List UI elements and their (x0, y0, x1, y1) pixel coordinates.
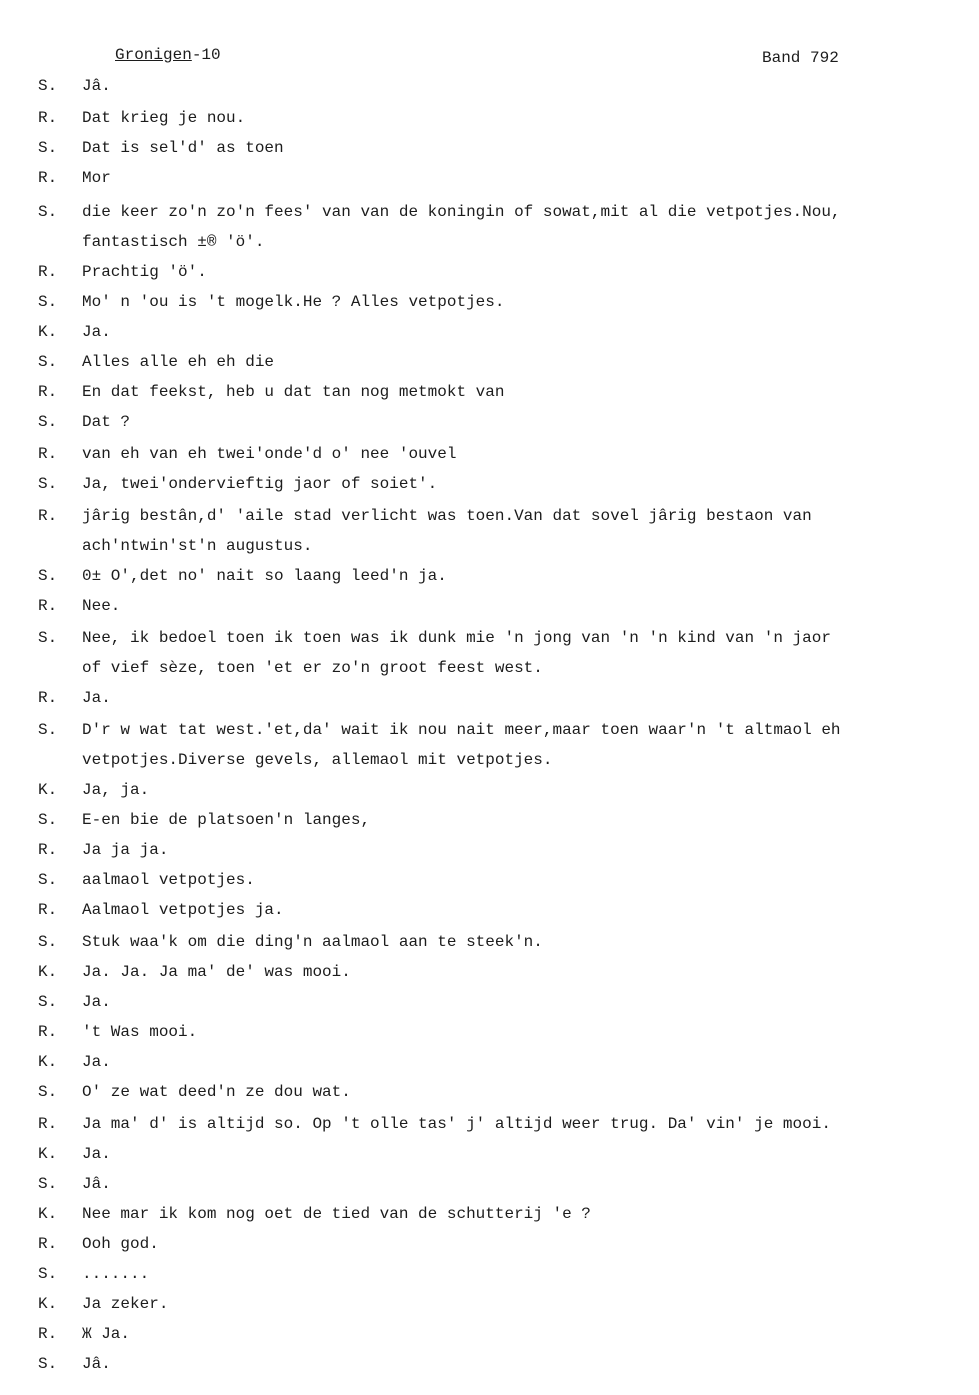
speaker-label: R. (38, 901, 58, 919)
speaker-label: S. (38, 1355, 58, 1373)
utterance-text: Nee. (82, 597, 121, 615)
speaker-label: S. (38, 933, 58, 951)
utterance-text: Nee mar ik kom nog oet de tied van de schutterij 'e ? (82, 1205, 591, 1223)
speaker-label: S. (38, 475, 58, 493)
speaker-label: S. (38, 293, 58, 311)
speaker-label: S. (38, 139, 58, 157)
utterance-text: aalmaol vetpotjes. (82, 871, 255, 889)
utterance-text: ....... (82, 1265, 150, 1283)
speaker-label: S. (38, 721, 58, 739)
speaker-label: S. (38, 567, 58, 585)
header-tape-number: Band 792 (762, 49, 839, 67)
utterance-text: Aalmaol vetpotjes ja. (82, 901, 284, 919)
utterance-text: Stuk waa'k om die ding'n aalmaol aan te steek'n. (82, 933, 543, 951)
utterance-text: van eh van eh twei'onde'd o' nee 'ouvel (82, 445, 457, 463)
utterance-text: Ja ja ja. (82, 841, 169, 859)
header-place-suffix: -10 (191, 46, 221, 64)
utterance-text: Dat is sel'd' as toen (82, 139, 284, 157)
speaker-label: S. (38, 629, 58, 647)
speaker-label: R. (38, 383, 58, 401)
speaker-label: S. (38, 203, 58, 221)
speaker-label: R. (38, 841, 58, 859)
utterance-text: Prachtig 'ö'. (82, 263, 207, 281)
utterance-text: Ja, ja. (82, 781, 150, 799)
utterance-text: 't Was mooi. (82, 1023, 198, 1041)
utterance-text: of vief sèze, toen 'et er zo'n groot feest west. (82, 659, 543, 677)
utterance-text: die keer zo'n zo'n fees' van van de koningin of sowat,mit al die vetpotjes.Nou, (82, 203, 841, 221)
utterance-text: Ja. (82, 1145, 111, 1163)
speaker-label: S. (38, 413, 58, 431)
speaker-label: R. (38, 1023, 58, 1041)
utterance-text: Ja. Ja. Ja ma' de' was mooi. (82, 963, 351, 981)
speaker-label: S. (38, 353, 58, 371)
speaker-label: R. (38, 689, 58, 707)
speaker-label: K. (38, 1053, 58, 1071)
utterance-text: 0± O',det no' nait so laang leed'n ja. (82, 567, 447, 585)
utterance-text: vetpotjes.Diverse gevels, allemaol mit vetpotjes. (82, 751, 553, 769)
utterance-text: E-en bie de platsoen'n langes, (82, 811, 371, 829)
speaker-label: R. (38, 445, 58, 463)
speaker-label: R. (38, 597, 58, 615)
utterance-text: Mo' n 'ou is 't mogelk.He ? Alles vetpotjes. (82, 293, 505, 311)
utterance-text: Jâ. (82, 77, 111, 95)
utterance-text: Ooh god. (82, 1235, 159, 1253)
utterance-text: Dat krieg je nou. (82, 109, 246, 127)
speaker-label: K. (38, 781, 58, 799)
utterance-text: Ja. (82, 323, 111, 341)
speaker-label: R. (38, 263, 58, 281)
utterance-text: O' ze wat deed'n ze dou wat. (82, 1083, 351, 1101)
speaker-label: S. (38, 77, 58, 95)
utterance-text: D'r w wat tat west.'et,da' wait ik nou nait meer,maar toen waar'n 't altmaol eh (82, 721, 841, 739)
speaker-label: R. (38, 1115, 58, 1133)
speaker-label: K. (38, 1205, 58, 1223)
speaker-label: S. (38, 1265, 58, 1283)
speaker-label: S. (38, 993, 58, 1011)
utterance-text: Alles alle eh eh die (82, 353, 275, 371)
utterance-text: Mor (82, 169, 111, 187)
speaker-label: R. (38, 1325, 58, 1343)
utterance-text: Ж Ja. (82, 1325, 131, 1343)
utterance-text: En dat feekst, heb u dat tan nog metmokt van (82, 383, 505, 401)
utterance-text: Ja. (82, 993, 111, 1011)
speaker-label: R. (38, 169, 58, 187)
speaker-label: S. (38, 1175, 58, 1193)
header-place (115, 46, 221, 64)
utterance-text: Ja zeker. (82, 1295, 169, 1313)
speaker-label: S. (38, 811, 58, 829)
utterance-text: Dat ? (82, 413, 131, 431)
speaker-label: R. (38, 109, 58, 127)
speaker-label: K. (38, 323, 58, 341)
utterance-text: ach'ntwin'st'n augustus. (82, 537, 313, 555)
utterance-text: Ja ma' d' is altijd so. Op 't olle tas' j' altijd weer trug. Da' vin' je mooi. (82, 1115, 831, 1133)
speaker-label: K. (38, 963, 58, 981)
utterance-text: Jâ. (82, 1175, 111, 1193)
utterance-text: Ja. (82, 1053, 111, 1071)
utterance-text: fantastisch ±® 'ö'. (82, 233, 265, 251)
speaker-label: K. (38, 1295, 58, 1313)
header-place-name: Gronigen (115, 46, 192, 64)
speaker-label: K. (38, 1145, 58, 1163)
speaker-label: S. (38, 871, 58, 889)
utterance-text: Ja, twei'ondervieftig jaor of soiet'. (82, 475, 438, 493)
speaker-label: R. (38, 507, 58, 525)
utterance-text: Jâ. (82, 1355, 111, 1373)
speaker-label: R. (38, 1235, 58, 1253)
utterance-text: jârig bestân,d' 'aile stad verlicht was toen.Van dat sovel jârig bestaon van (82, 507, 812, 525)
utterance-text: Ja. (82, 689, 111, 707)
utterance-text: Nee, ik bedoel toen ik toen was ik dunk mie 'n jong van 'n 'n kind van 'n jaor (82, 629, 831, 647)
speaker-label: S. (38, 1083, 58, 1101)
